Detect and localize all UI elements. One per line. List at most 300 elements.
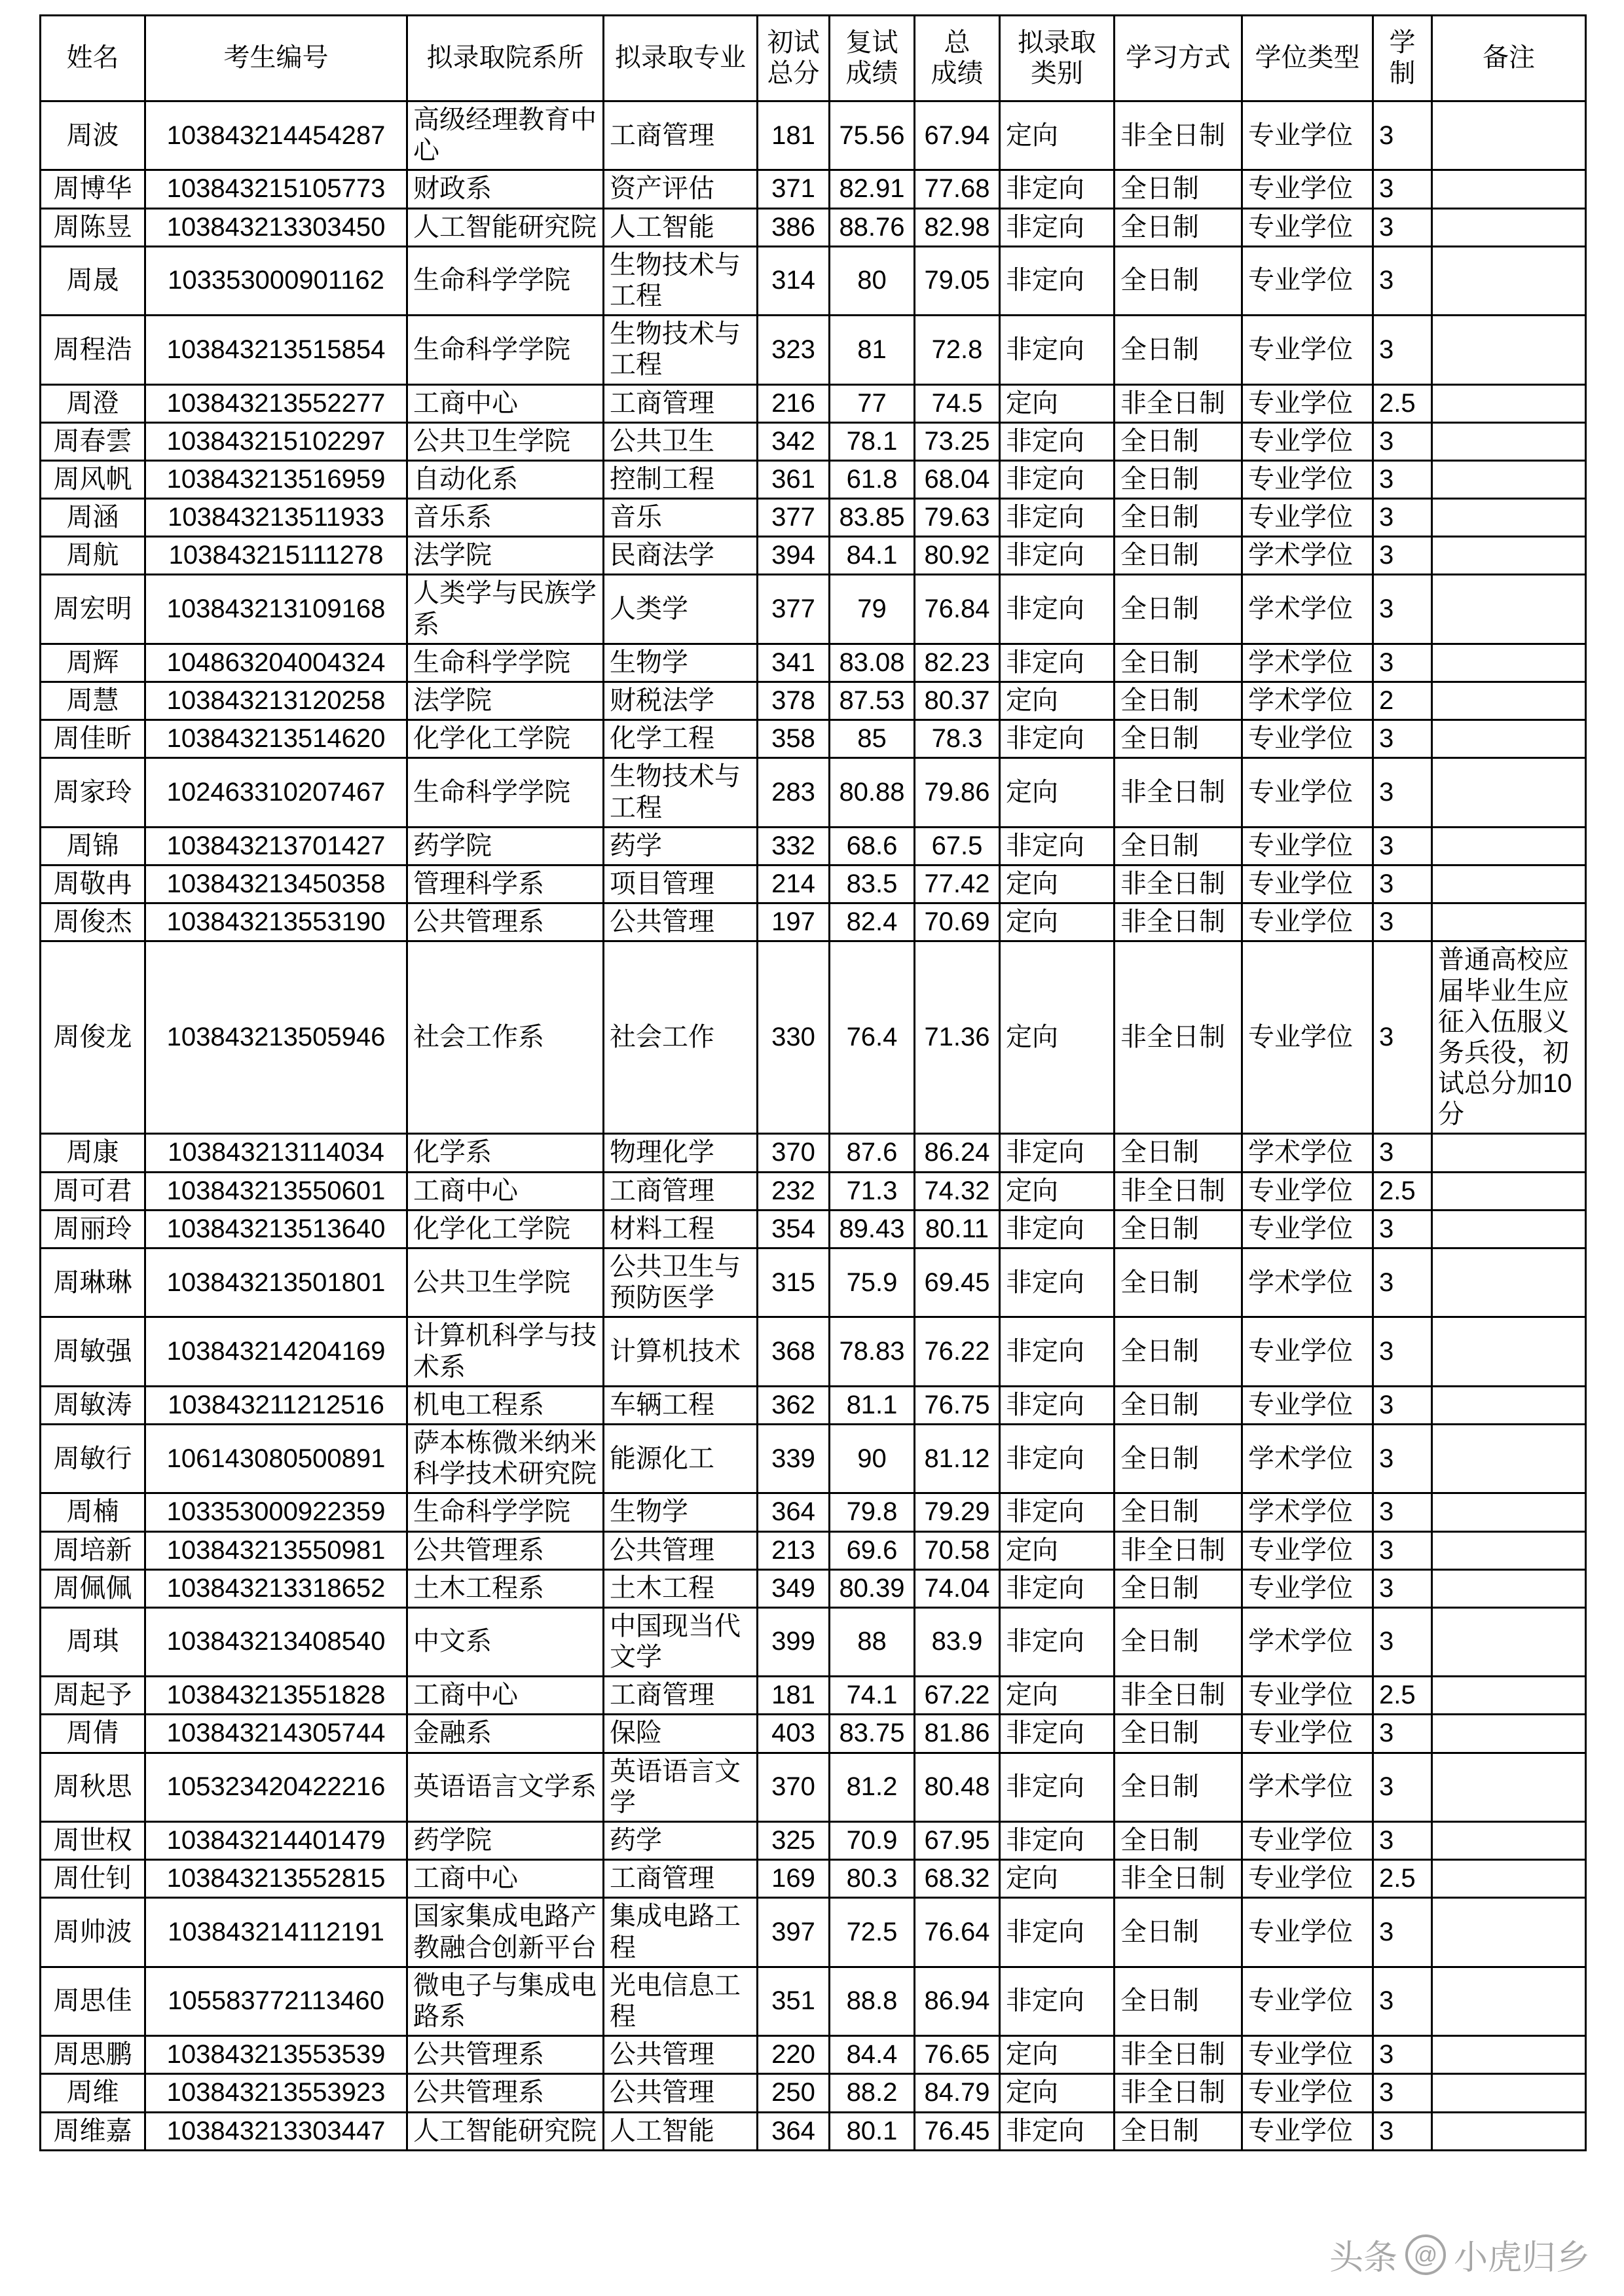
cell-years: 3: [1373, 720, 1432, 758]
cell-re: 88.8: [830, 1967, 915, 2035]
cell-major: 药学: [604, 827, 758, 865]
cell-years: 2.5: [1373, 384, 1432, 422]
cell-name: 周敬冉: [41, 865, 145, 903]
cell-major: 工商管理: [604, 1860, 758, 1898]
cell-mode: 全日制: [1115, 1386, 1242, 1424]
table-row: [41, 1822, 1586, 1860]
cell-college: 公共管理系: [407, 1531, 604, 1569]
cell-major: 社会工作: [604, 941, 758, 1134]
cell-remark: [1432, 1569, 1586, 1607]
cell-id: 103843213501801: [145, 1248, 407, 1317]
cell-major: 人类学: [604, 575, 758, 644]
cell-total: 69.45: [915, 1248, 1000, 1317]
cell-total: 79.29: [915, 1493, 1000, 1531]
cell-college: 工商中心: [407, 384, 604, 422]
cell-remark: [1432, 1134, 1586, 1172]
table-row: [41, 1210, 1586, 1248]
cell-major: 物理化学: [604, 1134, 758, 1172]
cell-degree: 专业学位: [1242, 1898, 1373, 1967]
cell-major: 中国现当代文学: [604, 1607, 758, 1676]
cell-remark: [1432, 1210, 1586, 1248]
cell-total: 80.37: [915, 682, 1000, 720]
cell-name: 周琳琳: [41, 1248, 145, 1317]
cell-mode: 全日制: [1115, 682, 1242, 720]
cell-degree: 专业学位: [1242, 720, 1373, 758]
cell-name: 周涵: [41, 499, 145, 537]
cell-name: 周康: [41, 1134, 145, 1172]
cell-total: 74.04: [915, 1569, 1000, 1607]
cell-remark: [1432, 208, 1586, 246]
cell-re: 88.76: [830, 208, 915, 246]
cell-remark: [1432, 644, 1586, 682]
cell-degree: 专业学位: [1242, 827, 1373, 865]
cell-pre: 358: [758, 720, 830, 758]
table-row: [41, 1172, 1586, 1210]
cell-major: 财税法学: [604, 682, 758, 720]
cell-re: 83.75: [830, 1715, 915, 1753]
cell-id: 103843213511933: [145, 499, 407, 537]
cell-years: 3: [1373, 1248, 1432, 1317]
cell-remark: [1432, 1317, 1586, 1386]
cell-name: 周敏强: [41, 1317, 145, 1386]
cell-cat: 非定向: [1000, 1248, 1115, 1317]
cell-total: 80.92: [915, 537, 1000, 575]
cell-college: 工商中心: [407, 1860, 604, 1898]
cell-years: 3: [1373, 1493, 1432, 1531]
table-row: [41, 1677, 1586, 1715]
cell-name: 周倩: [41, 1715, 145, 1753]
cell-years: 3: [1373, 101, 1432, 170]
cell-college: 高级经理教育中心: [407, 101, 604, 170]
table-row: [41, 575, 1586, 644]
cell-cat: 非定向: [1000, 575, 1115, 644]
cell-re: 71.3: [830, 1172, 915, 1210]
cell-pre: 330: [758, 941, 830, 1134]
cell-degree: 学术学位: [1242, 1493, 1373, 1531]
cell-major: 工商管理: [604, 1677, 758, 1715]
cell-years: 3: [1373, 1898, 1432, 1967]
cell-degree: 学术学位: [1242, 644, 1373, 682]
cell-pre: 325: [758, 1822, 830, 1860]
cell-cat: 定向: [1000, 384, 1115, 422]
cell-major: 人工智能: [604, 208, 758, 246]
cell-years: 3: [1373, 537, 1432, 575]
cell-re: 72.5: [830, 1898, 915, 1967]
cell-name: 周家玲: [41, 758, 145, 827]
table-row: [41, 865, 1586, 903]
cell-major: 材料工程: [604, 1210, 758, 1248]
cell-cat: 非定向: [1000, 460, 1115, 498]
cell-college: 工商中心: [407, 1677, 604, 1715]
table-row: [41, 827, 1586, 865]
column-header-college: 拟录取院系所: [407, 16, 604, 101]
cell-cat: 定向: [1000, 941, 1115, 1134]
table-row: [41, 720, 1586, 758]
cell-re: 90: [830, 1424, 915, 1493]
cell-name: 周宏明: [41, 575, 145, 644]
cell-re: 83.08: [830, 644, 915, 682]
cell-degree: 专业学位: [1242, 1172, 1373, 1210]
cell-name: 周思鹏: [41, 2036, 145, 2074]
cell-pre: 314: [758, 246, 830, 315]
cell-total: 68.32: [915, 1860, 1000, 1898]
cell-name: 周可君: [41, 1172, 145, 1210]
cell-major: 控制工程: [604, 460, 758, 498]
cell-years: 3: [1373, 499, 1432, 537]
cell-remark: [1432, 2112, 1586, 2150]
cell-years: 3: [1373, 1753, 1432, 1821]
cell-college: 生命科学学院: [407, 246, 604, 315]
cell-mode: 非全日制: [1115, 865, 1242, 903]
cell-mode: 全日制: [1115, 1248, 1242, 1317]
cell-re: 81: [830, 316, 915, 384]
cell-remark: [1432, 101, 1586, 170]
cell-cat: 非定向: [1000, 644, 1115, 682]
cell-pre: 378: [758, 682, 830, 720]
cell-name: 周辉: [41, 644, 145, 682]
cell-re: 84.4: [830, 2036, 915, 2074]
cell-total: 79.63: [915, 499, 1000, 537]
cell-degree: 专业学位: [1242, 101, 1373, 170]
cell-years: 3: [1373, 1822, 1432, 1860]
cell-college: 土木工程系: [407, 1569, 604, 1607]
cell-major: 工商管理: [604, 384, 758, 422]
cell-total: 72.8: [915, 316, 1000, 384]
cell-years: 3: [1373, 1210, 1432, 1248]
cell-cat: 非定向: [1000, 1822, 1115, 1860]
cell-mode: 全日制: [1115, 537, 1242, 575]
cell-id: 103843213450358: [145, 865, 407, 903]
cell-mode: 非全日制: [1115, 2074, 1242, 2112]
table-row: [41, 460, 1586, 498]
cell-college: 微电子与集成电路系: [407, 1967, 604, 2035]
cell-pre: 397: [758, 1898, 830, 1967]
cell-id: 103843214454287: [145, 101, 407, 170]
cell-total: 67.94: [915, 101, 1000, 170]
table-row: [41, 2112, 1586, 2150]
cell-cat: 定向: [1000, 865, 1115, 903]
cell-college: 公共管理系: [407, 2074, 604, 2112]
header-row: [41, 16, 1586, 101]
cell-id: 105323420422216: [145, 1753, 407, 1821]
cell-pre: 315: [758, 1248, 830, 1317]
cell-total: 81.86: [915, 1715, 1000, 1753]
cell-total: 77.68: [915, 170, 1000, 208]
cell-major: 能源化工: [604, 1424, 758, 1493]
cell-remark: [1432, 682, 1586, 720]
cell-pre: 386: [758, 208, 830, 246]
cell-major: 公共卫生: [604, 422, 758, 460]
cell-major: 光电信息工程: [604, 1967, 758, 2035]
cell-total: 76.22: [915, 1317, 1000, 1386]
cell-pre: 181: [758, 1677, 830, 1715]
cell-pre: 364: [758, 1493, 830, 1531]
cell-cat: 非定向: [1000, 827, 1115, 865]
cell-mode: 非全日制: [1115, 1860, 1242, 1898]
cell-major: 英语语言文学: [604, 1753, 758, 1821]
cell-mode: 全日制: [1115, 422, 1242, 460]
cell-re: 83.85: [830, 499, 915, 537]
table-row: [41, 1753, 1586, 1821]
cell-remark: [1432, 1386, 1586, 1424]
cell-mode: 全日制: [1115, 1898, 1242, 1967]
cell-id: 103843213550981: [145, 1531, 407, 1569]
cell-college: 药学院: [407, 1822, 604, 1860]
cell-re: 87.6: [830, 1134, 915, 1172]
cell-name: 周俊龙: [41, 941, 145, 1134]
cell-college: 公共卫生学院: [407, 1248, 604, 1317]
cell-degree: 专业学位: [1242, 1860, 1373, 1898]
cell-name: 周敏行: [41, 1424, 145, 1493]
cell-years: 3: [1373, 941, 1432, 1134]
column-header-mode: 学习方式: [1115, 16, 1242, 101]
cell-name: 周佳昕: [41, 720, 145, 758]
cell-mode: 全日制: [1115, 827, 1242, 865]
cell-id: 106143080500891: [145, 1424, 407, 1493]
cell-years: 3: [1373, 1569, 1432, 1607]
cell-pre: 403: [758, 1715, 830, 1753]
cell-major: 资产评估: [604, 170, 758, 208]
cell-degree: 学术学位: [1242, 1607, 1373, 1676]
cell-mode: 非全日制: [1115, 101, 1242, 170]
cell-cat: 非定向: [1000, 720, 1115, 758]
cell-degree: 学术学位: [1242, 1248, 1373, 1317]
cell-mode: 非全日制: [1115, 384, 1242, 422]
cell-college: 公共管理系: [407, 903, 604, 941]
cell-name: 周波: [41, 101, 145, 170]
cell-remark: [1432, 1967, 1586, 2035]
cell-years: 3: [1373, 1607, 1432, 1676]
cell-id: 105583772113460: [145, 1967, 407, 2035]
cell-college: 法学院: [407, 537, 604, 575]
cell-major: 公共管理: [604, 1531, 758, 1569]
cell-pre: 349: [758, 1569, 830, 1607]
cell-re: 82.91: [830, 170, 915, 208]
cell-id: 103843213303450: [145, 208, 407, 246]
cell-mode: 全日制: [1115, 316, 1242, 384]
cell-name: 周维嘉: [41, 2112, 145, 2150]
cell-mode: 全日制: [1115, 1210, 1242, 1248]
cell-degree: 专业学位: [1242, 1531, 1373, 1569]
cell-total: 70.58: [915, 1531, 1000, 1569]
cell-pre: 370: [758, 1753, 830, 1821]
cell-cat: 非定向: [1000, 170, 1115, 208]
cell-college: 国家集成电路产教融合创新平台: [407, 1898, 604, 1967]
cell-remark: [1432, 1172, 1586, 1210]
cell-years: 3: [1373, 865, 1432, 903]
cell-id: 103843213120258: [145, 682, 407, 720]
admissions-sheet: [39, 14, 1585, 2151]
cell-pre: 197: [758, 903, 830, 941]
cell-total: 78.3: [915, 720, 1000, 758]
cell-total: 73.25: [915, 422, 1000, 460]
cell-years: 2: [1373, 682, 1432, 720]
cell-years: 2.5: [1373, 1677, 1432, 1715]
cell-years: 3: [1373, 208, 1432, 246]
cell-mode: 全日制: [1115, 208, 1242, 246]
column-header-name: 姓名: [41, 16, 145, 101]
cell-degree: 专业学位: [1242, 903, 1373, 941]
cell-total: 76.65: [915, 2036, 1000, 2074]
cell-cat: 定向: [1000, 1677, 1115, 1715]
cell-re: 78.83: [830, 1317, 915, 1386]
cell-mode: 全日制: [1115, 644, 1242, 682]
cell-name: 周起予: [41, 1677, 145, 1715]
cell-cat: 非定向: [1000, 1967, 1115, 2035]
cell-id: 103843215102297: [145, 422, 407, 460]
cell-pre: 220: [758, 2036, 830, 2074]
table-row: [41, 246, 1586, 315]
cell-years: 3: [1373, 316, 1432, 384]
table-row: [41, 316, 1586, 384]
cell-degree: 专业学位: [1242, 422, 1373, 460]
cell-id: 103843211212516: [145, 1386, 407, 1424]
cell-re: 74.1: [830, 1677, 915, 1715]
cell-pre: 361: [758, 460, 830, 498]
cell-degree: 学术学位: [1242, 1134, 1373, 1172]
cell-college: 化学化工学院: [407, 1210, 604, 1248]
cell-mode: 全日制: [1115, 246, 1242, 315]
cell-remark: [1432, 384, 1586, 422]
cell-mode: 全日制: [1115, 1493, 1242, 1531]
cell-name: 周佩佩: [41, 1569, 145, 1607]
cell-name: 周仕钊: [41, 1860, 145, 1898]
cell-total: 67.5: [915, 827, 1000, 865]
cell-re: 70.9: [830, 1822, 915, 1860]
cell-pre: 370: [758, 1134, 830, 1172]
cell-mode: 全日制: [1115, 170, 1242, 208]
cell-major: 生物学: [604, 644, 758, 682]
cell-total: 80.48: [915, 1753, 1000, 1821]
cell-cat: 定向: [1000, 1172, 1115, 1210]
cell-major: 音乐: [604, 499, 758, 537]
cell-id: 103843215111278: [145, 537, 407, 575]
table-row: [41, 903, 1586, 941]
cell-id: 103843213514620: [145, 720, 407, 758]
cell-cat: 非定向: [1000, 1210, 1115, 1248]
cell-re: 85: [830, 720, 915, 758]
cell-name: 周程浩: [41, 316, 145, 384]
cell-name: 周帅波: [41, 1898, 145, 1967]
cell-college: 生命科学学院: [407, 758, 604, 827]
cell-major: 民商法学: [604, 537, 758, 575]
cell-degree: 专业学位: [1242, 384, 1373, 422]
cell-total: 68.04: [915, 460, 1000, 498]
cell-id: 103843213318652: [145, 1569, 407, 1607]
cell-re: 76.4: [830, 941, 915, 1134]
cell-total: 84.79: [915, 2074, 1000, 2112]
cell-pre: 351: [758, 1967, 830, 2035]
column-header-major: 拟录取专业: [604, 16, 758, 101]
cell-total: 82.98: [915, 208, 1000, 246]
cell-remark: [1432, 758, 1586, 827]
cell-remark: [1432, 499, 1586, 537]
cell-total: 86.94: [915, 1967, 1000, 2035]
cell-mode: 全日制: [1115, 1967, 1242, 2035]
column-header-total: 总 成绩: [915, 16, 1000, 101]
cell-id: 103843213408540: [145, 1607, 407, 1676]
cell-pre: 377: [758, 575, 830, 644]
cell-mode: 全日制: [1115, 460, 1242, 498]
cell-remark: [1432, 316, 1586, 384]
cell-pre: 394: [758, 537, 830, 575]
cell-name: 周晟: [41, 246, 145, 315]
cell-pre: 342: [758, 422, 830, 460]
cell-mode: 全日制: [1115, 499, 1242, 537]
cell-total: 82.23: [915, 644, 1000, 682]
cell-re: 61.8: [830, 460, 915, 498]
cell-id: 103843213114034: [145, 1134, 407, 1172]
cell-college: 法学院: [407, 682, 604, 720]
column-header-id: 考生编号: [145, 16, 407, 101]
cell-major: 计算机技术: [604, 1317, 758, 1386]
table-row: [41, 2074, 1586, 2112]
cell-years: 3: [1373, 827, 1432, 865]
cell-name: 周澄: [41, 384, 145, 422]
cell-cat: 定向: [1000, 682, 1115, 720]
table-row: [41, 1860, 1586, 1898]
table-row: [41, 1967, 1586, 2035]
cell-college: 音乐系: [407, 499, 604, 537]
cell-id: 103353000901162: [145, 246, 407, 315]
cell-major: 集成电路工程: [604, 1898, 758, 1967]
table-row: [41, 1317, 1586, 1386]
cell-major: 化学工程: [604, 720, 758, 758]
cell-remark: [1432, 720, 1586, 758]
column-header-remark: 备注: [1432, 16, 1586, 101]
cell-degree: 专业学位: [1242, 246, 1373, 315]
cell-total: 79.86: [915, 758, 1000, 827]
cell-college: 药学院: [407, 827, 604, 865]
cell-re: 75.56: [830, 101, 915, 170]
cell-degree: 专业学位: [1242, 1967, 1373, 2035]
cell-years: 3: [1373, 758, 1432, 827]
cell-mode: 全日制: [1115, 1569, 1242, 1607]
cell-major: 土木工程: [604, 1569, 758, 1607]
cell-total: 76.64: [915, 1898, 1000, 1967]
column-header-pre: 初试 总分: [758, 16, 830, 101]
cell-years: 3: [1373, 2074, 1432, 2112]
cell-cat: 非定向: [1000, 1715, 1115, 1753]
cell-remark: [1432, 1248, 1586, 1317]
cell-id: 103843213551828: [145, 1677, 407, 1715]
cell-college: 计算机科学与技术系: [407, 1317, 604, 1386]
cell-major: 保险: [604, 1715, 758, 1753]
cell-major: 生物学: [604, 1493, 758, 1531]
table-row: [41, 499, 1586, 537]
cell-pre: 377: [758, 499, 830, 537]
cell-college: 生命科学学院: [407, 1493, 604, 1531]
cell-cat: 定向: [1000, 758, 1115, 827]
cell-name: 周航: [41, 537, 145, 575]
cell-name: 周维: [41, 2074, 145, 2112]
cell-id: 102463310207467: [145, 758, 407, 827]
cell-cat: 定向: [1000, 101, 1115, 170]
cell-college: 化学系: [407, 1134, 604, 1172]
cell-name: 周陈昱: [41, 208, 145, 246]
cell-pre: 216: [758, 384, 830, 422]
cell-total: 76.45: [915, 2112, 1000, 2150]
cell-pre: 214: [758, 865, 830, 903]
cell-remark: [1432, 1424, 1586, 1493]
cell-degree: 专业学位: [1242, 1210, 1373, 1248]
cell-years: 3: [1373, 460, 1432, 498]
cell-mode: 全日制: [1115, 1424, 1242, 1493]
cell-major: 生物技术与工程: [604, 246, 758, 315]
cell-years: 3: [1373, 170, 1432, 208]
cell-pre: 169: [758, 1860, 830, 1898]
cell-remark: [1432, 1753, 1586, 1821]
